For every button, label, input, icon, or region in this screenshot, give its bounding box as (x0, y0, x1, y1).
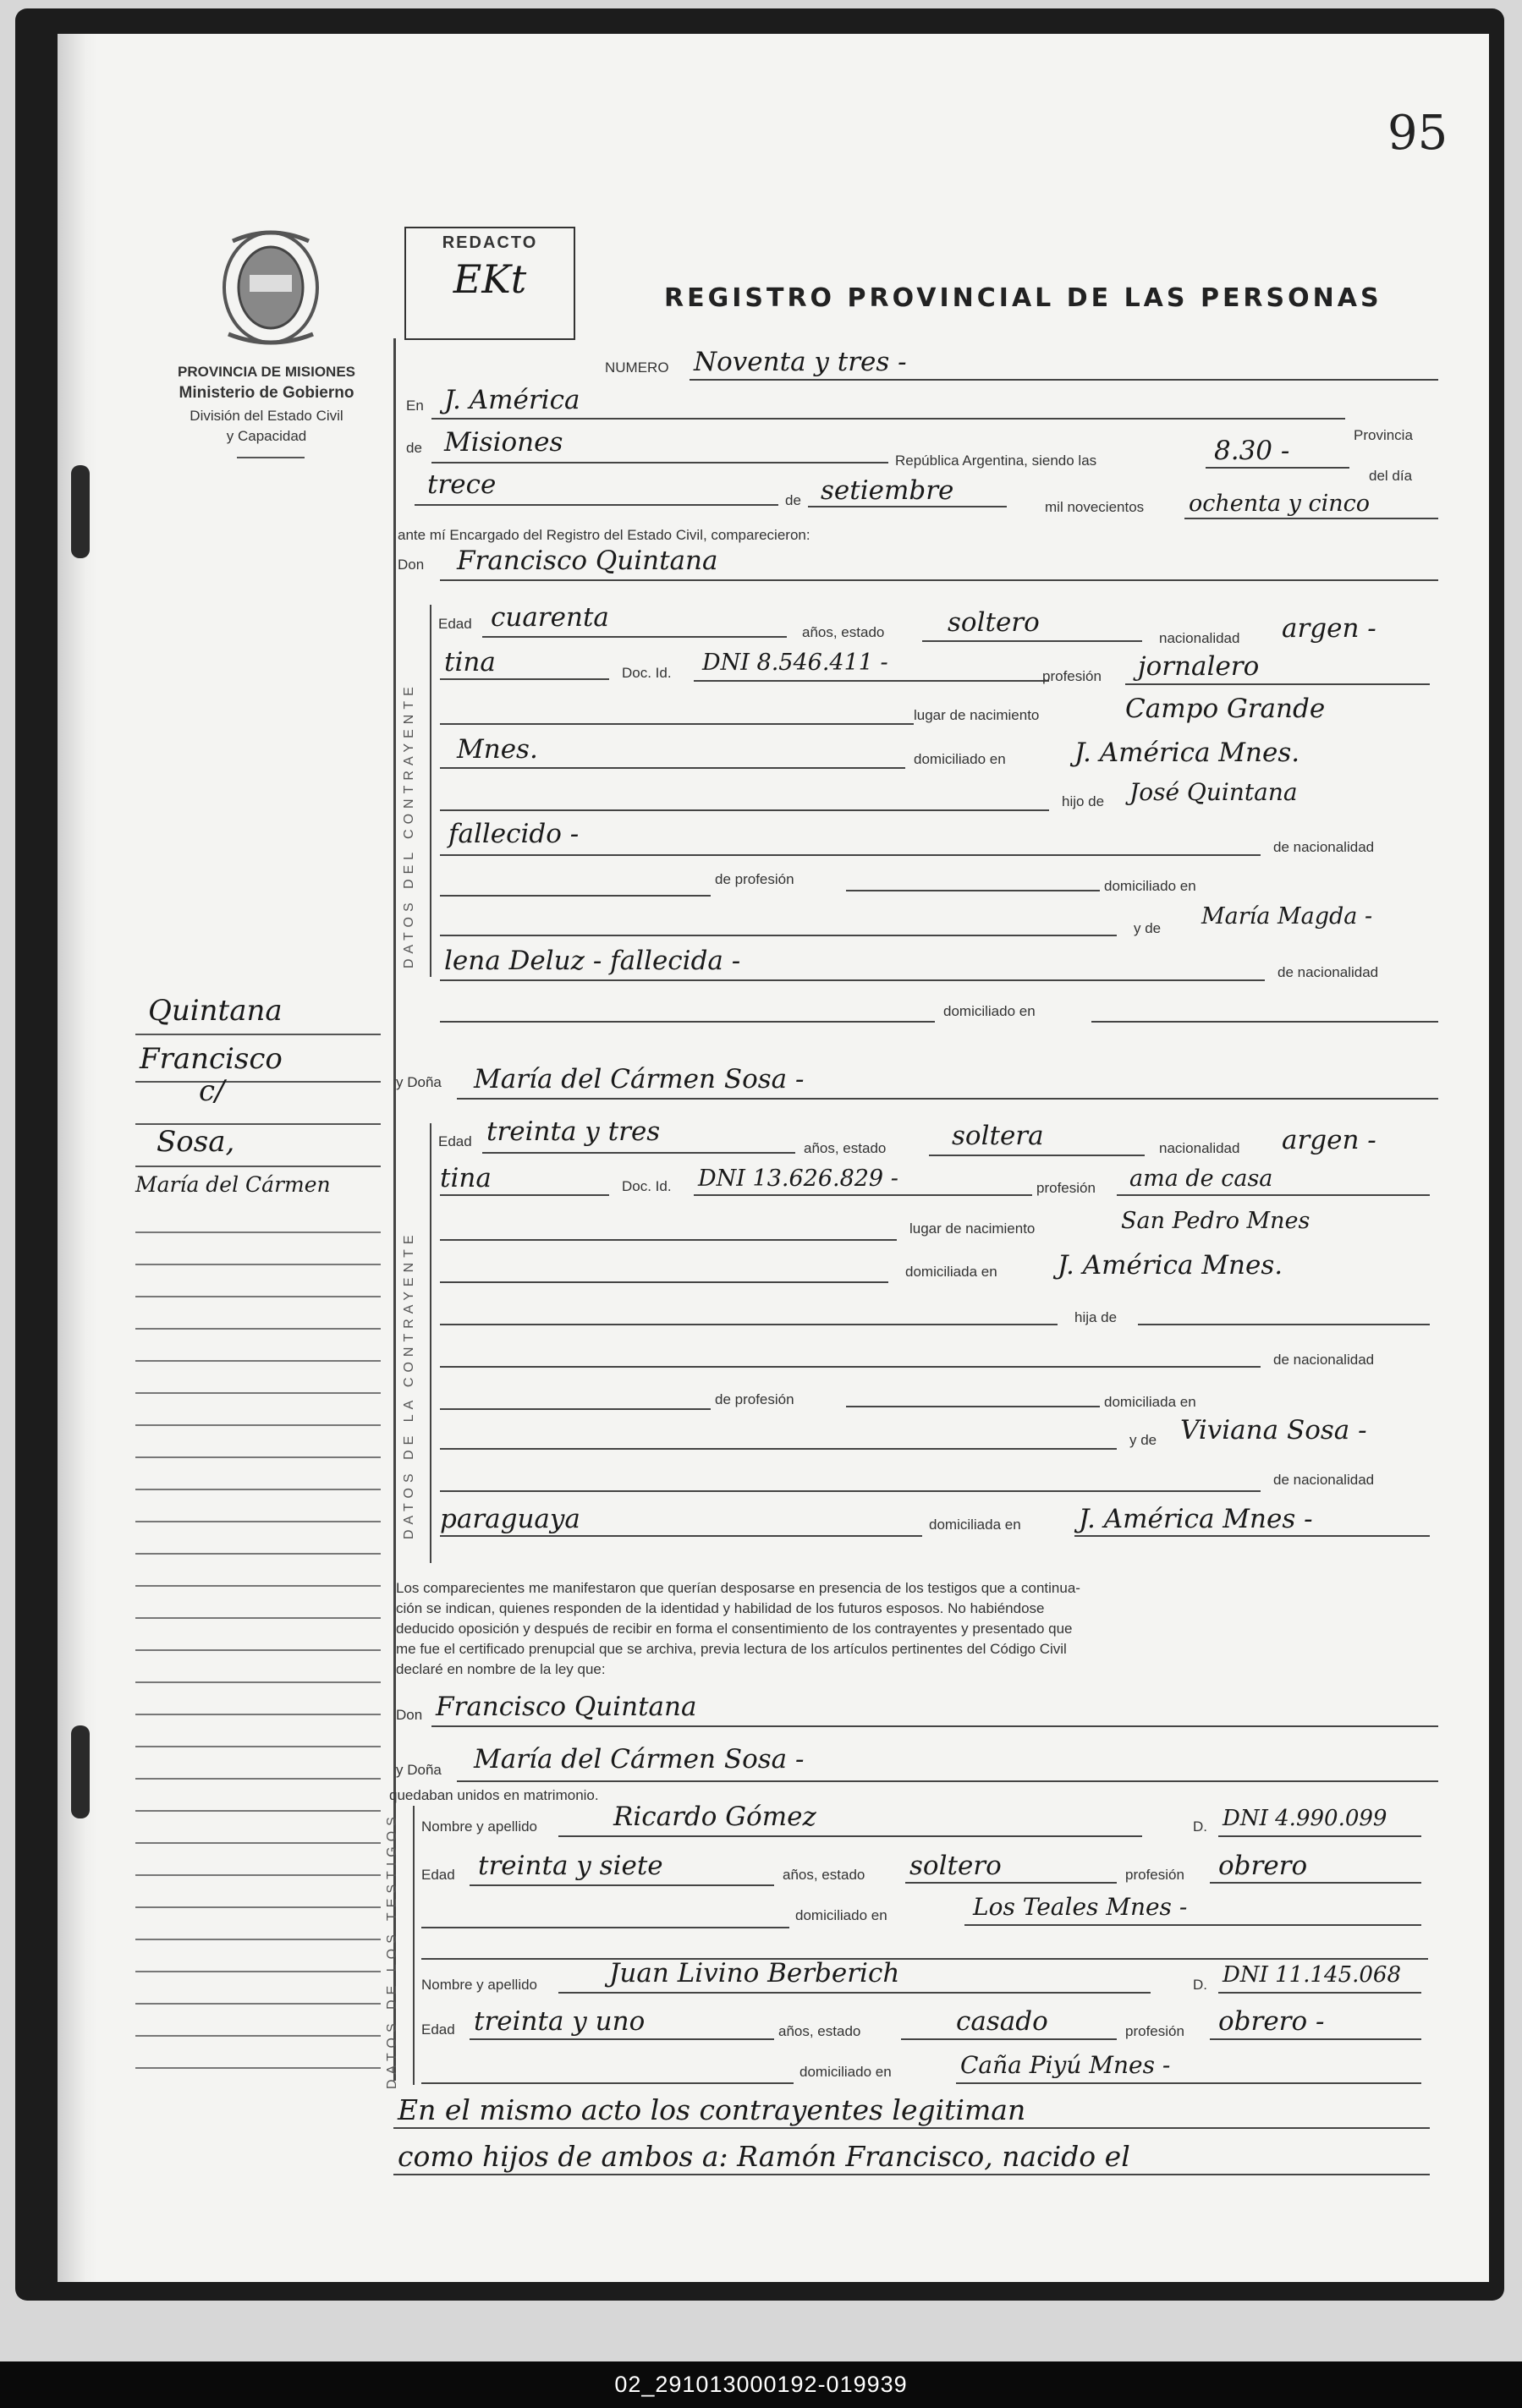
y-de-value-2: Viviana Sosa - (1180, 1415, 1367, 1445)
margin-rule (135, 1081, 381, 1083)
anos-estado-label: años, estado (802, 624, 885, 640)
del-dia-label: del día (1369, 468, 1413, 484)
de-nacionalidad-label: de nacionalidad (1273, 839, 1375, 855)
d-label: D. (1193, 1818, 1207, 1835)
margin-name-line: c/ (199, 1074, 225, 1108)
d-label-2: D. (1193, 1977, 1207, 1993)
testigo-2-edad: treinta y uno (474, 2006, 646, 2037)
testigo-2-domicilio: Caña Piyú Mnes - (960, 2051, 1171, 2079)
edad-label-4: Edad (421, 2021, 455, 2038)
testigo-1-nombre: Ricardo Gómez (613, 1802, 816, 1832)
paragraph-line: declaré en nombre de la ley que: (396, 1661, 606, 1677)
don-label-2: Don (396, 1707, 423, 1723)
edad-value: cuarenta (491, 602, 609, 633)
division-label: División del Estado Civil (190, 408, 343, 424)
mes-value: setiembre (821, 475, 954, 506)
margin-ruled-lines (135, 1201, 381, 2081)
domiciliado-label: domiciliado en (914, 751, 1006, 767)
profesion-value-2: ama de casa (1129, 1166, 1273, 1192)
rule (440, 723, 914, 725)
testigo-1-profesion: obrero (1218, 1851, 1308, 1881)
hija-de-label: hija de (1074, 1309, 1118, 1325)
domiciliado-label-4: domiciliado en (795, 1907, 887, 1923)
rule (470, 2038, 774, 2040)
divider (237, 457, 305, 458)
y-de-label-2: y de (1129, 1432, 1157, 1448)
rule (1206, 467, 1349, 469)
declaration-paragraph (396, 1578, 1438, 1680)
anos-estado-label-2: años, estado (804, 1140, 887, 1156)
rule (1117, 1194, 1430, 1196)
rule (431, 1725, 1438, 1727)
de-nacionalidad-label-4: de nacionalidad (1273, 1472, 1375, 1488)
rule (690, 379, 1438, 381)
stamp-label: REDACTO (442, 233, 538, 252)
rule (901, 2038, 1117, 2040)
nacionalidad-value: argen - (1282, 613, 1376, 644)
y-dona-label: y Doña (396, 1074, 442, 1090)
doc-value-2: DNI 13.626.829 - (698, 1166, 898, 1192)
rule (1210, 2038, 1421, 2040)
en-value: J. América (444, 385, 580, 415)
rule (482, 636, 787, 638)
testigo-2-profesion: obrero - (1218, 2006, 1325, 2037)
rule (431, 418, 1345, 420)
testigo-1-doc: DNI 4.990.099 (1223, 1806, 1387, 1831)
rule (440, 1281, 888, 1283)
madre-value: lena Deluz - fallecida - (444, 946, 741, 976)
domiciliado-label-2: domiciliado en (1104, 878, 1196, 894)
rule (440, 854, 1261, 856)
don-value: Francisco Quintana (457, 546, 718, 576)
rule (808, 506, 1007, 507)
hijo-de-value: José Quintana (1129, 778, 1298, 806)
lugar-label-2: lugar de nacimiento (909, 1220, 1036, 1237)
testigo-1-domicilio: Los Teales Mnes - (973, 1893, 1188, 1921)
domiciliada-label-2: domiciliada en (1104, 1394, 1196, 1410)
edad-label-2: Edad (438, 1133, 472, 1149)
rule (440, 1408, 711, 1410)
rule (482, 1152, 795, 1154)
domicilio-value-3: J. América Mnes - (1079, 1504, 1313, 1534)
edad-value-2: treinta y tres (486, 1116, 661, 1147)
lugar-value-2: San Pedro Mnes (1121, 1208, 1310, 1234)
testigo-1-edad: treinta y siete (478, 1851, 663, 1881)
rule (440, 895, 711, 897)
de-nacionalidad-label-3: de nacionalidad (1273, 1352, 1375, 1368)
redacto-stamp (404, 227, 575, 340)
rule (1218, 1992, 1421, 1994)
rule (470, 1884, 774, 1886)
domiciliado-label-5: domiciliado en (799, 2064, 892, 2080)
page-number: 95 (1387, 106, 1448, 161)
rule (440, 809, 1049, 811)
binding-hole (71, 465, 90, 558)
mil-novecientos-label: mil novecientos (1045, 499, 1145, 515)
rule (846, 1406, 1100, 1407)
margin-name-line: Francisco (140, 1042, 283, 1076)
rule (440, 1239, 897, 1241)
nacionalidad-label: nacionalidad (1159, 630, 1240, 646)
rule (421, 1958, 1428, 1960)
rule (440, 935, 1117, 936)
margin-name-line: Sosa, (157, 1125, 235, 1159)
testigo-1-estado: soltero (909, 1851, 1002, 1881)
nacionalidad-value-2: tina (444, 647, 496, 677)
lugar-label: lugar de nacimiento (914, 707, 1040, 723)
testigos-bracket (413, 1806, 415, 2085)
rule (694, 1194, 1032, 1196)
coat-of-arms-icon (207, 224, 334, 351)
rule (558, 1835, 1142, 1837)
rule (1091, 1021, 1438, 1023)
numero-value: Noventa y tres - (694, 347, 907, 377)
testigo-2-estado: casado (956, 2006, 1048, 2037)
domiciliada-label-3: domiciliada en (929, 1517, 1021, 1533)
rule (440, 1194, 609, 1196)
rule (1074, 1535, 1430, 1537)
profesion-label-3: profesión (1125, 1867, 1184, 1883)
rule (1218, 1835, 1421, 1837)
page-title: REGISTRO PROVINCIAL DE LAS PERSONAS (664, 283, 1382, 313)
rule (440, 1535, 922, 1537)
rule (440, 979, 1265, 981)
rule (905, 1882, 1117, 1884)
quedaban-text: quedaban unidos en matrimonio. (389, 1787, 599, 1803)
margin-rule (135, 1166, 381, 1167)
contrayente-bracket (430, 605, 431, 977)
la-contrayente-bracket (430, 1123, 431, 1563)
rule (1138, 1324, 1430, 1325)
division-label-2: y Capacidad (226, 428, 307, 444)
ano-value: ochenta y cinco (1189, 491, 1371, 517)
de-profesion-label: de profesión (715, 871, 794, 887)
rule (929, 1155, 1145, 1156)
y-de-label: y de (1134, 920, 1162, 936)
de-nacionalidad-label-2: de nacionalidad (1277, 964, 1379, 980)
republica-label: República Argentina, siendo las (895, 453, 1097, 469)
y-de-value: María Magda - (1201, 903, 1373, 930)
profesion-value: jornalero (1138, 651, 1260, 682)
y-dona-label-2: y Doña (396, 1762, 442, 1778)
estado-value-2: soltera (952, 1121, 1044, 1151)
profesion-label-4: profesión (1125, 2023, 1184, 2039)
rule (393, 2127, 1430, 2129)
rule (440, 579, 1438, 581)
doc-label-2: Doc. Id. (622, 1178, 672, 1194)
testigo-2-nombre: Juan Livino Berberich (609, 1958, 900, 1988)
rule (846, 890, 1100, 891)
hora-value: 8.30 - (1214, 436, 1290, 466)
profesion-label-2: profesión (1036, 1180, 1096, 1196)
nacionalidad-label-2: nacionalidad (1159, 1140, 1240, 1156)
en-label: En (406, 398, 424, 414)
de-value: Misiones (444, 427, 563, 458)
margin-name-line: María del Cármen (135, 1172, 331, 1197)
datos-contrayente-label: DATOS DEL CONTRAYENTE (402, 682, 416, 968)
testigo-2-doc: DNI 11.145.068 (1223, 1962, 1401, 1988)
rule (440, 1490, 1261, 1492)
dona-value: María del Cármen Sosa - (474, 1064, 805, 1094)
rule (393, 2174, 1430, 2175)
rule (440, 1324, 1058, 1325)
scan-id-footer: 02_291013000192-019939 (0, 2361, 1522, 2408)
paragraph-line: me fue el certificado prenupcial que se archiva, previa lectura de los artículos pertinentes del Código Civil (396, 1641, 1067, 1657)
rule (431, 462, 888, 463)
numero-label: NUMERO (605, 359, 669, 376)
rule (956, 2082, 1421, 2084)
rule (415, 504, 778, 506)
rule (922, 640, 1142, 642)
lugar-value: Campo Grande (1125, 694, 1326, 724)
paragraph-line: deducido oposición y después de recibir en forma el consentimiento de los contrayentes y presentado que (396, 1621, 1073, 1637)
rule (457, 1098, 1438, 1100)
nombre-apellido-label-2: Nombre y apellido (421, 1977, 538, 1993)
doc-value: DNI 8.546.411 - (702, 650, 888, 676)
anos-estado-label-4: años, estado (778, 2023, 861, 2039)
rule (1125, 683, 1430, 685)
mnes-value: Mnes. (457, 734, 538, 765)
don-value-2: Francisco Quintana (436, 1692, 697, 1722)
ante-mi-text: ante mí Encargado del Registro del Estado Civil, comparecieron: (398, 527, 810, 543)
estado-value: soltero (948, 607, 1040, 638)
don-label: Don (398, 557, 425, 573)
doc-label: Doc. Id. (622, 665, 672, 681)
page-spine (58, 34, 98, 2282)
nacionalidad-value-3: argen - (1282, 1125, 1376, 1155)
anos-estado-label-3: años, estado (783, 1867, 865, 1883)
de-label: de (406, 440, 422, 456)
profesion-label: profesión (1042, 668, 1102, 684)
rule (440, 1021, 935, 1023)
province-label: PROVINCIA DE MISIONES (177, 364, 355, 380)
rule (694, 680, 1049, 682)
datos-testigos-label: DATOS DE LOS TESTIGOS (385, 1812, 399, 2089)
nombre-apellido-label: Nombre y apellido (421, 1818, 538, 1835)
paragraph-line: Los comparecientes me manifestaron que querían desposarse en presencia de los testigos que a continua- (396, 1580, 1080, 1596)
de-profesion-label-2: de profesión (715, 1391, 794, 1407)
closing-note-line-1: En el mismo acto los contrayentes legitiman (398, 2093, 1026, 2126)
paragraph-line: ción se indican, quienes responden de la identidad y habilidad de los futuros esposos. No habiéndose (396, 1600, 1045, 1616)
dona-value-2: María del Cármen Sosa - (474, 1744, 805, 1774)
datos-la-contrayente-label: DATOS DE LA CONTRAYENTE (402, 1230, 416, 1539)
binding-hole (71, 1725, 90, 1818)
rule (421, 1927, 789, 1928)
domiciliado-label-3: domiciliado en (943, 1003, 1036, 1019)
rule (440, 1448, 1117, 1450)
domicilio-value: J. América Mnes. (1074, 738, 1300, 768)
stamp-initials: EKt (453, 256, 527, 302)
closing-note-line-2: como hijos de ambos a: Ramón Francisco, nacido el (398, 2140, 1130, 2173)
nacionalidad-value-4: tina (440, 1163, 492, 1193)
margin-name-line: Quintana (148, 994, 283, 1028)
rule (457, 1780, 1438, 1782)
rule (421, 2082, 794, 2084)
domicilio-value-2: J. América Mnes. (1058, 1250, 1283, 1281)
ministry-label: Ministerio de Gobierno (179, 384, 354, 402)
rule (558, 1992, 1151, 1994)
margin-rule (135, 1034, 381, 1035)
rule (440, 1366, 1261, 1368)
edad-label: Edad (438, 616, 472, 632)
domiciliada-label: domiciliada en (905, 1264, 997, 1280)
paraguaya-value: paraguaya (440, 1504, 580, 1534)
hijo-de-label: hijo de (1062, 793, 1105, 809)
rule (440, 767, 905, 769)
rule (964, 1924, 1421, 1926)
rule (1184, 518, 1438, 519)
fallecido-value: fallecido - (448, 819, 580, 849)
de-mes-label: de (785, 492, 801, 508)
rule (1210, 1882, 1421, 1884)
dia-value: trece (427, 469, 497, 500)
rule (440, 678, 609, 680)
edad-label-3: Edad (421, 1867, 455, 1883)
provincia-label: Provincia (1354, 427, 1413, 443)
